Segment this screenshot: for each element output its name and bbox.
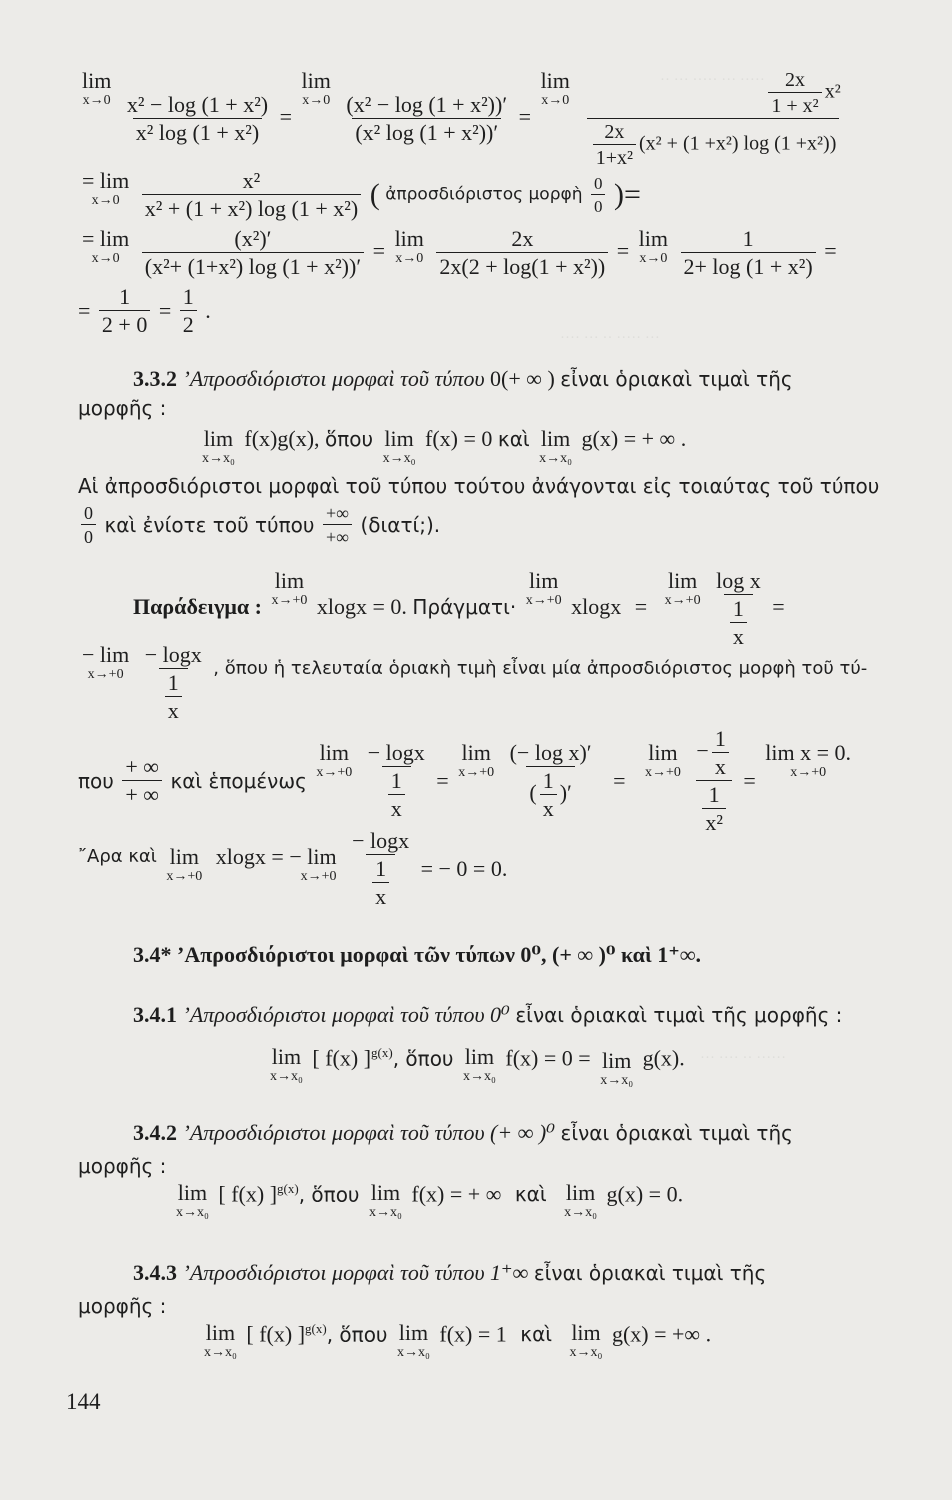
lim-word: lim xyxy=(667,568,698,593)
lim-subscript: x→x₀ xyxy=(270,1069,303,1084)
lim-subscript: x→x₀ xyxy=(569,1345,603,1360)
numerator: x² − log (1 + x²) xyxy=(126,92,269,117)
numerator: 0 xyxy=(593,174,603,193)
limit-operator xyxy=(216,846,337,884)
equals-sign: = xyxy=(824,238,837,264)
equals-sign: = xyxy=(279,104,293,130)
exponent: g(x) xyxy=(305,1321,327,1336)
limit-operator xyxy=(302,70,331,108)
fraction xyxy=(365,742,428,820)
denominator: 2x(2 + log(1 + x²)) xyxy=(436,252,608,278)
limit-operator xyxy=(765,742,851,780)
lim-subscript: x→x₀ xyxy=(202,451,235,466)
fraction xyxy=(122,756,162,806)
denominator: x xyxy=(712,752,729,778)
equation-2 xyxy=(78,170,641,220)
lim-subscript: x→+0 xyxy=(87,667,124,682)
equals-sign: = xyxy=(743,768,756,793)
lim-word: lim xyxy=(203,426,234,451)
fraction xyxy=(142,228,364,278)
fraction xyxy=(323,504,352,546)
denominator: 2 xyxy=(180,310,197,336)
lim-word: lim xyxy=(529,568,559,593)
lim-subscript: x→+0 xyxy=(664,593,701,608)
definition-1-inf xyxy=(200,1322,711,1360)
numerator: 1 xyxy=(375,856,387,881)
lim-word: = lim xyxy=(82,226,130,251)
lim-subscript: x→0 xyxy=(82,93,111,108)
fraction xyxy=(768,70,821,116)
limit-operator xyxy=(458,742,494,780)
section-title: ’Απροσδιόριστοι μορφαὶ τοῦ τύπου xyxy=(182,366,485,391)
exponent: g(x) xyxy=(277,1181,299,1196)
lim-subscript: x→+0 xyxy=(525,593,562,608)
paragraph-line: Αἱ ἀπροσδιόριστοι μορφαὶ τοῦ τύπου τούτου ἀνάγονται εἰς τοιαύτας τοῦ τύπου xyxy=(78,474,880,498)
denominator: 1+x² xyxy=(593,144,636,168)
lim-word: lim xyxy=(177,1180,208,1205)
limit-operator xyxy=(271,570,307,608)
definition-inf-0 xyxy=(172,1182,683,1220)
condition: g(x) = 0. xyxy=(606,1181,684,1207)
limit-operator xyxy=(82,644,129,682)
lim-word: lim xyxy=(601,1048,632,1073)
lim-word: lim xyxy=(571,1320,601,1345)
numerator: 1 xyxy=(708,782,720,807)
condition: g(x) = + ∞ . xyxy=(581,426,687,451)
limit-operator xyxy=(639,228,668,266)
word: καὶ xyxy=(497,427,530,451)
limit-operator xyxy=(564,1182,597,1220)
lim-word: lim xyxy=(271,1044,302,1069)
equals-sign: = xyxy=(616,238,630,264)
fraction xyxy=(702,784,726,834)
fraction xyxy=(436,228,608,278)
word: , ὅπου xyxy=(326,1322,388,1347)
denominator: x xyxy=(730,622,747,648)
denominator: x² + (1 + x²) log (1 + x²) xyxy=(142,194,361,220)
numerator: 2x xyxy=(785,69,806,91)
limit-operator xyxy=(570,1322,603,1360)
lim-word: lim xyxy=(205,1320,236,1345)
denominator: ( $\frac{1}{x}$ )′ xyxy=(526,766,574,820)
limit-operator xyxy=(541,70,570,108)
equation-3 xyxy=(78,228,837,278)
fraction xyxy=(165,672,182,722)
denominator xyxy=(696,780,732,834)
numerator: (x²)′ xyxy=(234,226,272,251)
equals-sign: = xyxy=(372,238,386,264)
expression: [ f(x) ] xyxy=(218,1181,278,1207)
expression: = − 0 = 0. xyxy=(420,856,508,881)
denominator: +∞ xyxy=(323,524,352,546)
condition: f(x) = 1 xyxy=(439,1321,507,1347)
word: , ὅπου xyxy=(392,1046,454,1071)
numerator: 1 xyxy=(119,284,131,309)
lim-subscript: x→x₀ xyxy=(204,1345,237,1360)
denominator: x xyxy=(388,794,405,820)
limit-operator xyxy=(369,1182,402,1220)
equation-4 xyxy=(78,286,211,336)
lim-word: lim xyxy=(169,844,200,869)
fraction xyxy=(388,770,405,820)
lim-word: lim xyxy=(394,226,424,251)
lim-word: lim xyxy=(319,740,349,765)
numerator: (− log x)′ xyxy=(509,740,592,765)
lim-subscript: x→+0 xyxy=(645,765,681,780)
lim-word: lim xyxy=(540,426,571,451)
section-3-3-2-heading xyxy=(133,368,793,390)
lim-subscript: x→+0 xyxy=(271,593,308,608)
lim-subscript: x→0 xyxy=(541,93,570,108)
bleed-through-text: ··· ···· ·· ······ xyxy=(700,1050,787,1066)
denominator xyxy=(159,668,188,722)
limit-operator xyxy=(397,1322,430,1360)
condition: f(x) = 0 xyxy=(425,426,493,451)
section-3-4-2-heading xyxy=(133,1122,793,1144)
lim-subscript: x→+0 xyxy=(166,869,203,884)
equals-sign: = xyxy=(634,594,648,620)
expression: f(x)g(x), xyxy=(244,426,320,451)
denominator: + ∞ xyxy=(122,780,162,806)
lim-subscript: x→x₀ xyxy=(382,451,416,466)
lim-word: − lim xyxy=(82,642,130,667)
numerator: 0 xyxy=(84,503,93,523)
lim-word: lim xyxy=(398,1320,429,1345)
lim-word: lim xyxy=(638,226,668,251)
term: x² xyxy=(824,80,841,103)
section-number: 3.3.2 xyxy=(133,366,177,391)
numerator: 2x xyxy=(604,121,625,143)
section-continuation: μορφῆς : xyxy=(78,396,167,420)
fraction xyxy=(343,94,510,144)
limit-operator xyxy=(539,428,572,466)
numerator: 1 xyxy=(742,226,754,251)
lim-word: lim xyxy=(648,740,678,765)
word: Πράγματι· xyxy=(412,595,517,620)
limit-operator xyxy=(204,1322,237,1360)
denominator: x² xyxy=(702,808,726,834)
expression: xlogx = − lim xyxy=(215,844,337,869)
word: καὶ xyxy=(520,1322,553,1347)
page-number: 144 xyxy=(66,1389,101,1414)
word: , ὅπου xyxy=(298,1182,360,1207)
limit-operator xyxy=(270,1046,303,1084)
fraction xyxy=(591,175,606,215)
fraction xyxy=(593,122,636,168)
denominator xyxy=(382,766,411,820)
text: (διατί;). xyxy=(360,513,441,537)
condition: g(x) = +∞ . xyxy=(611,1321,712,1347)
fraction xyxy=(713,570,764,648)
denominator: 1 + x² xyxy=(768,92,821,116)
section-continuation: μορφῆς : xyxy=(78,1154,167,1178)
section-title: ’Απροσδιόριστοι μορφαὶ τοῦ τύπου 1⁺∞ xyxy=(182,1260,529,1285)
lim-subscript: x→0 xyxy=(91,193,120,208)
denominator: 0 xyxy=(81,524,96,546)
lim-subscript: x→+0 xyxy=(790,765,827,780)
lim-word: lim xyxy=(274,568,305,593)
term: (x² + (1 +x²) log (1 +x²)) xyxy=(639,132,837,155)
paren: ( xyxy=(369,178,380,211)
expression: [ f(x) ] xyxy=(246,1321,306,1347)
lim-subscript: x→0 xyxy=(91,251,120,266)
fraction xyxy=(372,858,389,908)
fraction xyxy=(124,94,271,144)
bleed-through-text: ···· ··· ·· ····· ··· xyxy=(560,330,660,346)
lim-subscript: x→0 xyxy=(395,251,424,266)
fraction xyxy=(693,728,734,834)
fraction xyxy=(349,830,412,908)
limit-operator xyxy=(82,228,129,266)
denominator: 2+ log (1 + x²) xyxy=(681,252,816,278)
definition-0-infinity xyxy=(198,428,686,466)
fraction xyxy=(540,770,557,820)
word: καὶ xyxy=(514,1182,547,1207)
numerator: 1 xyxy=(542,768,554,793)
lim-subscript: x→x₀ xyxy=(397,1345,430,1360)
type-expression: 0(+ ∞ ) xyxy=(490,366,555,391)
denominator xyxy=(587,118,840,168)
section-title: ’Απροσδιόριστοι μορφαὶ τοῦ τύπου 0⁰ xyxy=(182,1002,510,1027)
numerator: +∞ xyxy=(325,503,349,523)
denominator xyxy=(724,594,753,648)
limit-operator xyxy=(526,570,562,608)
word: που xyxy=(78,769,114,793)
fraction xyxy=(180,286,197,336)
limit-operator xyxy=(600,1050,633,1088)
lim-subscript: x→0 xyxy=(302,93,331,108)
lim-subscript: x→x₀ xyxy=(176,1205,209,1220)
equals-sign: = xyxy=(772,594,785,620)
denominator: (x² log (1 + x²))′ xyxy=(352,118,501,144)
condition: g(x). xyxy=(642,1045,685,1071)
lim-subscript: x→x₀ xyxy=(600,1073,634,1088)
exponent: g(x) xyxy=(371,1045,393,1060)
text: καὶ ἐνίοτε τοῦ τύπου xyxy=(104,513,315,537)
denominator: (x²+ (1+x²) log (1 + x²))′ xyxy=(142,252,364,278)
denominator: x xyxy=(540,794,557,820)
equals-sign: = xyxy=(613,768,626,793)
limit-operator xyxy=(665,570,701,608)
heading-text: εἶναι ὁριακαὶ τιμαὶ τῆς xyxy=(560,1121,793,1145)
numerator: 1 xyxy=(167,670,179,695)
word: ῎Αρα καὶ xyxy=(78,846,157,867)
bleed-through-text: ·· ··· ····· ··· ····· xyxy=(660,72,765,88)
limit-operator xyxy=(316,742,352,780)
numerator: 1 xyxy=(182,284,194,309)
equals-sign: = xyxy=(158,298,172,323)
section-number: 3.4.1 xyxy=(133,1002,177,1027)
numerator: − logx xyxy=(144,642,202,667)
section-number: 3.4.3 xyxy=(133,1260,177,1285)
denominator: 0 xyxy=(591,194,606,215)
section-continuation: μορφῆς : xyxy=(78,1294,167,1318)
denominator xyxy=(366,854,395,908)
limit-operator xyxy=(176,1182,209,1220)
fraction xyxy=(99,286,150,336)
limit-operator xyxy=(383,428,416,466)
limit-operator xyxy=(202,428,235,466)
prime: ′ xyxy=(567,780,572,806)
lim-subscript: x→+0 xyxy=(300,869,337,884)
section-number: 3.4.2 xyxy=(133,1120,177,1145)
numerator: x² xyxy=(242,168,261,193)
equals-sign: = xyxy=(436,768,449,793)
fraction xyxy=(681,228,816,278)
numerator: 1 xyxy=(390,768,402,793)
numerator: 2x xyxy=(511,226,534,251)
lim-subscript: x→+0 xyxy=(458,765,495,780)
numerator xyxy=(762,70,843,118)
lim-subscript: x→x₀ xyxy=(463,1069,496,1084)
equation-7 xyxy=(78,830,507,908)
denominator: x xyxy=(372,882,389,908)
limit-operator xyxy=(82,70,111,108)
section-3-4-heading: 3.4* ’Απροσδιόριστοι μορφαὶ τῶν τύπων 0⁰, (+ ∞ )⁰ καὶ 1⁺∞. xyxy=(133,942,702,967)
numerator: log x xyxy=(716,568,761,593)
lim-word: lim xyxy=(464,1044,495,1069)
fraction xyxy=(507,742,595,820)
limit-operator xyxy=(395,228,424,266)
lim-word: lim xyxy=(370,1180,401,1205)
lim-subscript: x→x₀ xyxy=(369,1205,402,1220)
fraction xyxy=(81,504,96,546)
equals-sign: = xyxy=(78,298,91,323)
denominator: x xyxy=(165,696,182,722)
lim-word: lim xyxy=(461,740,491,765)
numerator: − logx xyxy=(352,828,410,853)
heading-text: εἶναι ὁριακαὶ τιμαὶ τῆς xyxy=(560,367,793,391)
note-text: ἀπροσδιόριστος μορφὴ xyxy=(385,184,583,205)
numerator: + ∞ xyxy=(125,754,159,779)
lim-word: = lim xyxy=(82,168,130,193)
denominator: 2 + 0 xyxy=(99,310,150,336)
equals-sign: = xyxy=(518,104,532,130)
heading-text: εἶναι ὁριακαὶ τιμαὶ τῆς xyxy=(533,1261,767,1285)
numerator: − logx xyxy=(367,740,425,765)
lim-word: lim xyxy=(82,68,112,93)
expression: [ f(x) ] xyxy=(312,1045,372,1071)
section-3-4-1-heading xyxy=(133,1004,842,1026)
numerator: − $\frac{1}{x}$ xyxy=(693,728,734,780)
equation-6 xyxy=(78,728,855,834)
numerator: (x² − log (1 + x²))′ xyxy=(346,92,508,117)
lim-word: lim xyxy=(540,68,570,93)
condition: f(x) = + ∞ xyxy=(411,1181,502,1207)
fraction xyxy=(142,170,361,220)
numerator: 1 xyxy=(714,726,726,751)
denominator: x² log (1 + x²) xyxy=(133,118,262,144)
lim-word: lim x = 0. xyxy=(765,740,852,765)
section-3-4-3-heading xyxy=(133,1262,766,1284)
condition: f(x) = 0 = xyxy=(505,1045,591,1071)
lim-subscript: x→0 xyxy=(639,251,668,266)
equation-5 xyxy=(78,644,867,722)
fraction xyxy=(142,644,205,722)
fraction xyxy=(712,728,729,778)
section-title: ’Απροσδιόριστοι μορφαὶ τοῦ τύπου (+ ∞ )⁰ xyxy=(182,1120,556,1145)
text: , ὅπου ἡ τελευταία ὁριακὴ τιμὴ εἶναι μία ἀπροσδιόριστος μορφὴ τοῦ τύ- xyxy=(213,658,868,679)
equation-1 xyxy=(78,70,847,168)
expression: xlogx xyxy=(571,594,622,620)
limit-operator xyxy=(82,170,129,208)
compound-fraction xyxy=(582,70,843,168)
expression: xlogx = 0. xyxy=(316,594,407,620)
lim-subscript: x→+0 xyxy=(316,765,353,780)
heading-text: εἶναι ὁριακαὶ τιμαὶ τῆς μορφῆς : xyxy=(515,1003,843,1027)
numerator: 1 xyxy=(732,596,744,621)
lim-subscript: x→x₀ xyxy=(564,1205,598,1220)
limit-operator xyxy=(463,1046,496,1084)
lim-subscript: x→x₀ xyxy=(539,451,573,466)
lim-word: lim xyxy=(565,1180,596,1205)
lim-word: lim xyxy=(301,68,331,93)
example-line xyxy=(133,570,785,648)
definition-0-0 xyxy=(266,1046,685,1088)
paragraph-line-2 xyxy=(78,504,440,546)
limit-operator xyxy=(166,846,202,884)
period: . xyxy=(205,298,211,323)
example-label: Παράδειγμα : xyxy=(133,594,262,620)
paren: )= xyxy=(613,178,641,211)
fraction xyxy=(730,598,747,648)
limit-operator xyxy=(645,742,681,780)
word: ὅπου xyxy=(325,427,374,451)
lim-word: lim xyxy=(384,426,414,451)
text: καὶ ἑπομένως xyxy=(170,769,307,793)
